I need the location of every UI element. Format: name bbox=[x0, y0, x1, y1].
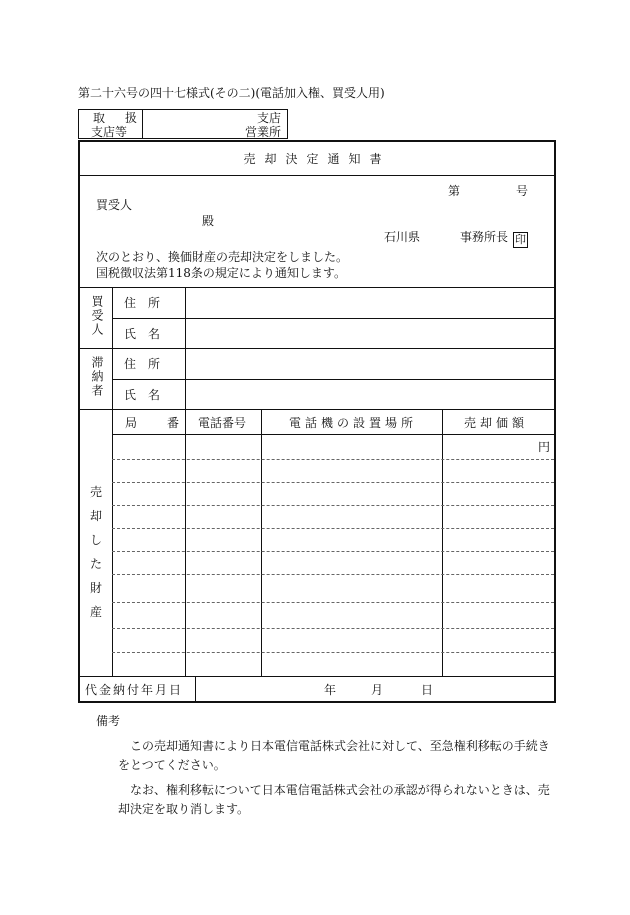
rule bbox=[112, 602, 554, 603]
delinquent-address-label: 住 所 bbox=[124, 357, 161, 371]
remarks-para1-line1: この売却通知書により日本電信電話株式会社に対して、至急権利移転の手続き bbox=[130, 739, 550, 753]
rule bbox=[112, 409, 113, 676]
handling-box-divider bbox=[142, 110, 143, 138]
rule bbox=[112, 434, 554, 435]
rule bbox=[112, 459, 554, 460]
delinquent-label: 滞納者 bbox=[90, 356, 104, 398]
payment-day: 日 bbox=[421, 683, 434, 697]
body-line-2: 国税徴収法第118条の規定により通知します。 bbox=[96, 266, 346, 280]
rule bbox=[112, 482, 554, 483]
handling-branch: 支店 bbox=[256, 111, 281, 125]
payment-year: 年 bbox=[324, 683, 337, 697]
form-title: 第二十六号の四十七様式(その二)(電話加入権、買受人用) bbox=[78, 86, 385, 100]
col-header-location: 電話機の設置場所 bbox=[288, 416, 417, 430]
sold-property-label: 売却した財産 bbox=[89, 485, 102, 619]
rule bbox=[80, 348, 554, 349]
payment-month: 月 bbox=[371, 683, 384, 697]
handling-box bbox=[78, 109, 288, 139]
rule bbox=[112, 574, 554, 575]
notice-form bbox=[78, 140, 556, 703]
addressee-label: 買受人 bbox=[96, 198, 133, 212]
prefecture: 石川県 bbox=[384, 230, 421, 244]
remarks-para2-line2: 却決定を取り消します。 bbox=[118, 802, 250, 816]
rule bbox=[185, 409, 186, 676]
buyer-address-label: 住 所 bbox=[124, 296, 161, 310]
rule bbox=[80, 175, 554, 176]
rule bbox=[112, 551, 554, 552]
remarks-heading: 備考 bbox=[96, 714, 121, 728]
rule bbox=[80, 676, 554, 677]
rule bbox=[112, 528, 554, 529]
rule bbox=[112, 628, 554, 629]
buyer-label: 買受人 bbox=[90, 295, 104, 337]
rule bbox=[80, 287, 554, 288]
seal-text: 印 bbox=[515, 233, 526, 246]
delinquent-name-label: 氏 名 bbox=[124, 388, 161, 402]
number-prefix: 第 bbox=[448, 184, 461, 198]
handling-label-row2: 支店等 bbox=[91, 125, 128, 139]
buyer-name-label: 氏 名 bbox=[124, 327, 161, 341]
rule bbox=[80, 409, 554, 410]
rule bbox=[261, 409, 262, 676]
remarks-para2-line1: なお、権利移転について日本電信電話株式会社の承認が得られないときは、売 bbox=[130, 783, 550, 797]
col-header-phone-number: 電話番号 bbox=[198, 416, 247, 430]
seal-mark bbox=[513, 228, 528, 248]
rule bbox=[112, 505, 554, 506]
rule bbox=[112, 379, 554, 380]
officer-title: 事務所長 bbox=[460, 230, 509, 244]
number-suffix: 号 bbox=[516, 184, 529, 198]
handling-office: 営業所 bbox=[244, 125, 281, 139]
rule bbox=[112, 318, 554, 319]
body-line-1: 次のとおり、換価財産の売却決定をしました。 bbox=[96, 250, 349, 264]
honorific: 殿 bbox=[202, 214, 215, 228]
rule bbox=[112, 652, 554, 653]
handling-label-row1: 取 扱 bbox=[93, 111, 142, 125]
document-title: 売却決定通知書 bbox=[243, 152, 391, 166]
rule bbox=[442, 409, 443, 676]
col-header-price: 売却価額 bbox=[464, 416, 529, 430]
currency-yen: 円 bbox=[538, 440, 551, 454]
payment-date-label: 代金納付年月日 bbox=[85, 683, 184, 697]
remarks-para1-line2: をとつてください。 bbox=[118, 758, 226, 772]
rule bbox=[195, 676, 196, 701]
col-header-exchange: 局 番 bbox=[125, 416, 189, 430]
